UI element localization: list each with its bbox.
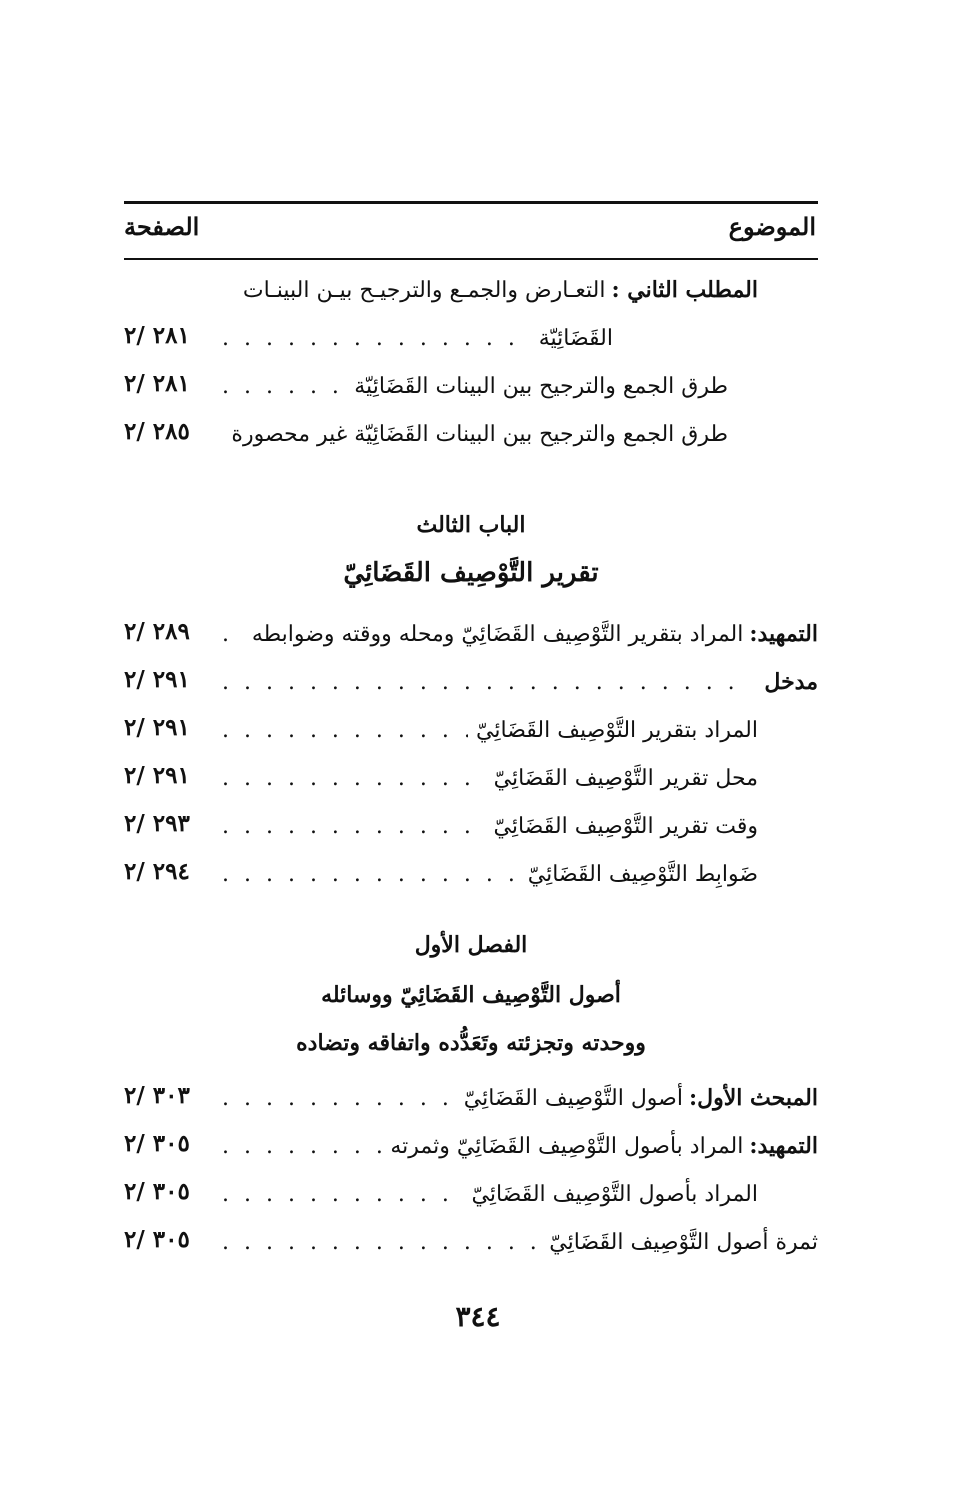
entry-title: ضَوابِط التَّوْصِيف القَضَائِيّ [527,861,758,887]
chapter-heading: الفصل الأول [414,932,528,958]
leader-dots [222,326,531,351]
entry-label: التمهيد: [749,621,818,647]
leader-dots [222,374,346,399]
header-bottom-rule [124,258,818,260]
toc-entry [124,1078,818,1118]
entry-page: ٢٨٩ /٢ [124,618,190,645]
leader-dots [222,1230,541,1255]
entry-page: ٢٩١ /٢ [124,762,190,789]
page-number: ٣٤٤ [455,1300,501,1333]
entry-title: المراد بأصول التَّوْصِيف القَضَائِيّ [471,1181,758,1207]
toc-entry [124,1126,818,1166]
leader-dots [222,670,750,695]
entry-page: ٣٠٣ /٢ [124,1082,190,1109]
header-topic: الموضوع [728,212,816,241]
entry-label: مدخل [764,669,818,695]
leader-dots [222,1182,463,1207]
toc-entry [124,854,818,894]
entry-label: المبحث الأول: [688,1085,818,1111]
entry-page: ٣٠٥ /٢ [124,1130,190,1157]
toc-entry [124,270,818,310]
entry-title: ثمرة أصول التَّوْصِيف القَضَائِيّ [549,1229,818,1255]
entry-page: ٢٩٤ /٢ [124,858,190,885]
header-page: الصفحة [124,212,200,241]
chapter-title-line1: أصول التَّوْصِيف القَضَائِيّ ووسائله [321,982,621,1008]
toc-entry [124,1174,818,1214]
entry-title: طرق الجمع والترجيح بين البينات القَضَائِيّة غير محصورة [231,421,728,447]
toc-entry [124,614,818,654]
toc-entry [124,806,818,846]
chapter-title-line2: ووحدته وتجزئته وتَعَدُّده واتفاقه وتضاده [296,1030,646,1056]
entry-page: ٢٨٥ /٢ [124,418,190,445]
leader-dots [222,766,486,791]
entry-title: وقت تقرير التَّوْصِيف القَضَائِيّ [493,813,758,839]
entry-title: المراد بأصول التَّوْصِيف القَضَائِيّ وثمرته [390,1133,744,1159]
entry-page: ٢٩١ /٢ [124,666,190,693]
entry-page: ٢٩١ /٢ [124,714,190,741]
entry-title: أصول التَّوْصِيف القَضَائِيّ [463,1085,683,1111]
header-top-rule [124,201,818,204]
toc-entry [124,1222,818,1262]
entry-title: محل تقرير التَّوْصِيف القَضَائِيّ [493,765,758,791]
toc-entry [124,414,818,454]
entry-title: التعـارض والجمـع والترجيـح بيـن البينـات [242,277,606,303]
leader-dots [222,622,244,647]
entry-title: طرق الجمع والترجيح بين البينات القَضَائِيّة [354,373,728,399]
part-title: تقرير التَّوْصِيف القَضَائِيّ [343,558,599,588]
entry-title: القَضَائِيّة [538,325,613,351]
toc-entry [124,710,818,750]
leader-dots [222,814,486,839]
entry-page: ٢٨١ /٢ [124,322,190,349]
toc-entry [124,318,818,358]
part-heading: الباب الثالث [416,512,526,538]
toc-entry [124,758,818,798]
toc-entry [124,366,818,406]
entry-label: المطلب الثاني : [611,277,758,303]
entry-page: ٣٠٥ /٢ [124,1226,190,1253]
entry-page: ٢٨١ /٢ [124,370,190,397]
leader-dots [222,1134,382,1159]
entry-page: ٣٠٥ /٢ [124,1178,190,1205]
entry-label: التمهيد: [749,1133,818,1159]
toc-entry [124,662,818,702]
entry-page: ٢٩٣ /٢ [124,810,190,837]
leader-dots [222,862,520,887]
entry-title: المراد بتقرير التَّوْصِيف القَضَائِيّ ومحله ووقته وضوابطه [251,621,744,647]
entry-title: المراد بتقرير التَّوْصِيف القَضَائِيّ [476,717,758,743]
leader-dots [222,1086,456,1111]
leader-dots [222,718,468,743]
